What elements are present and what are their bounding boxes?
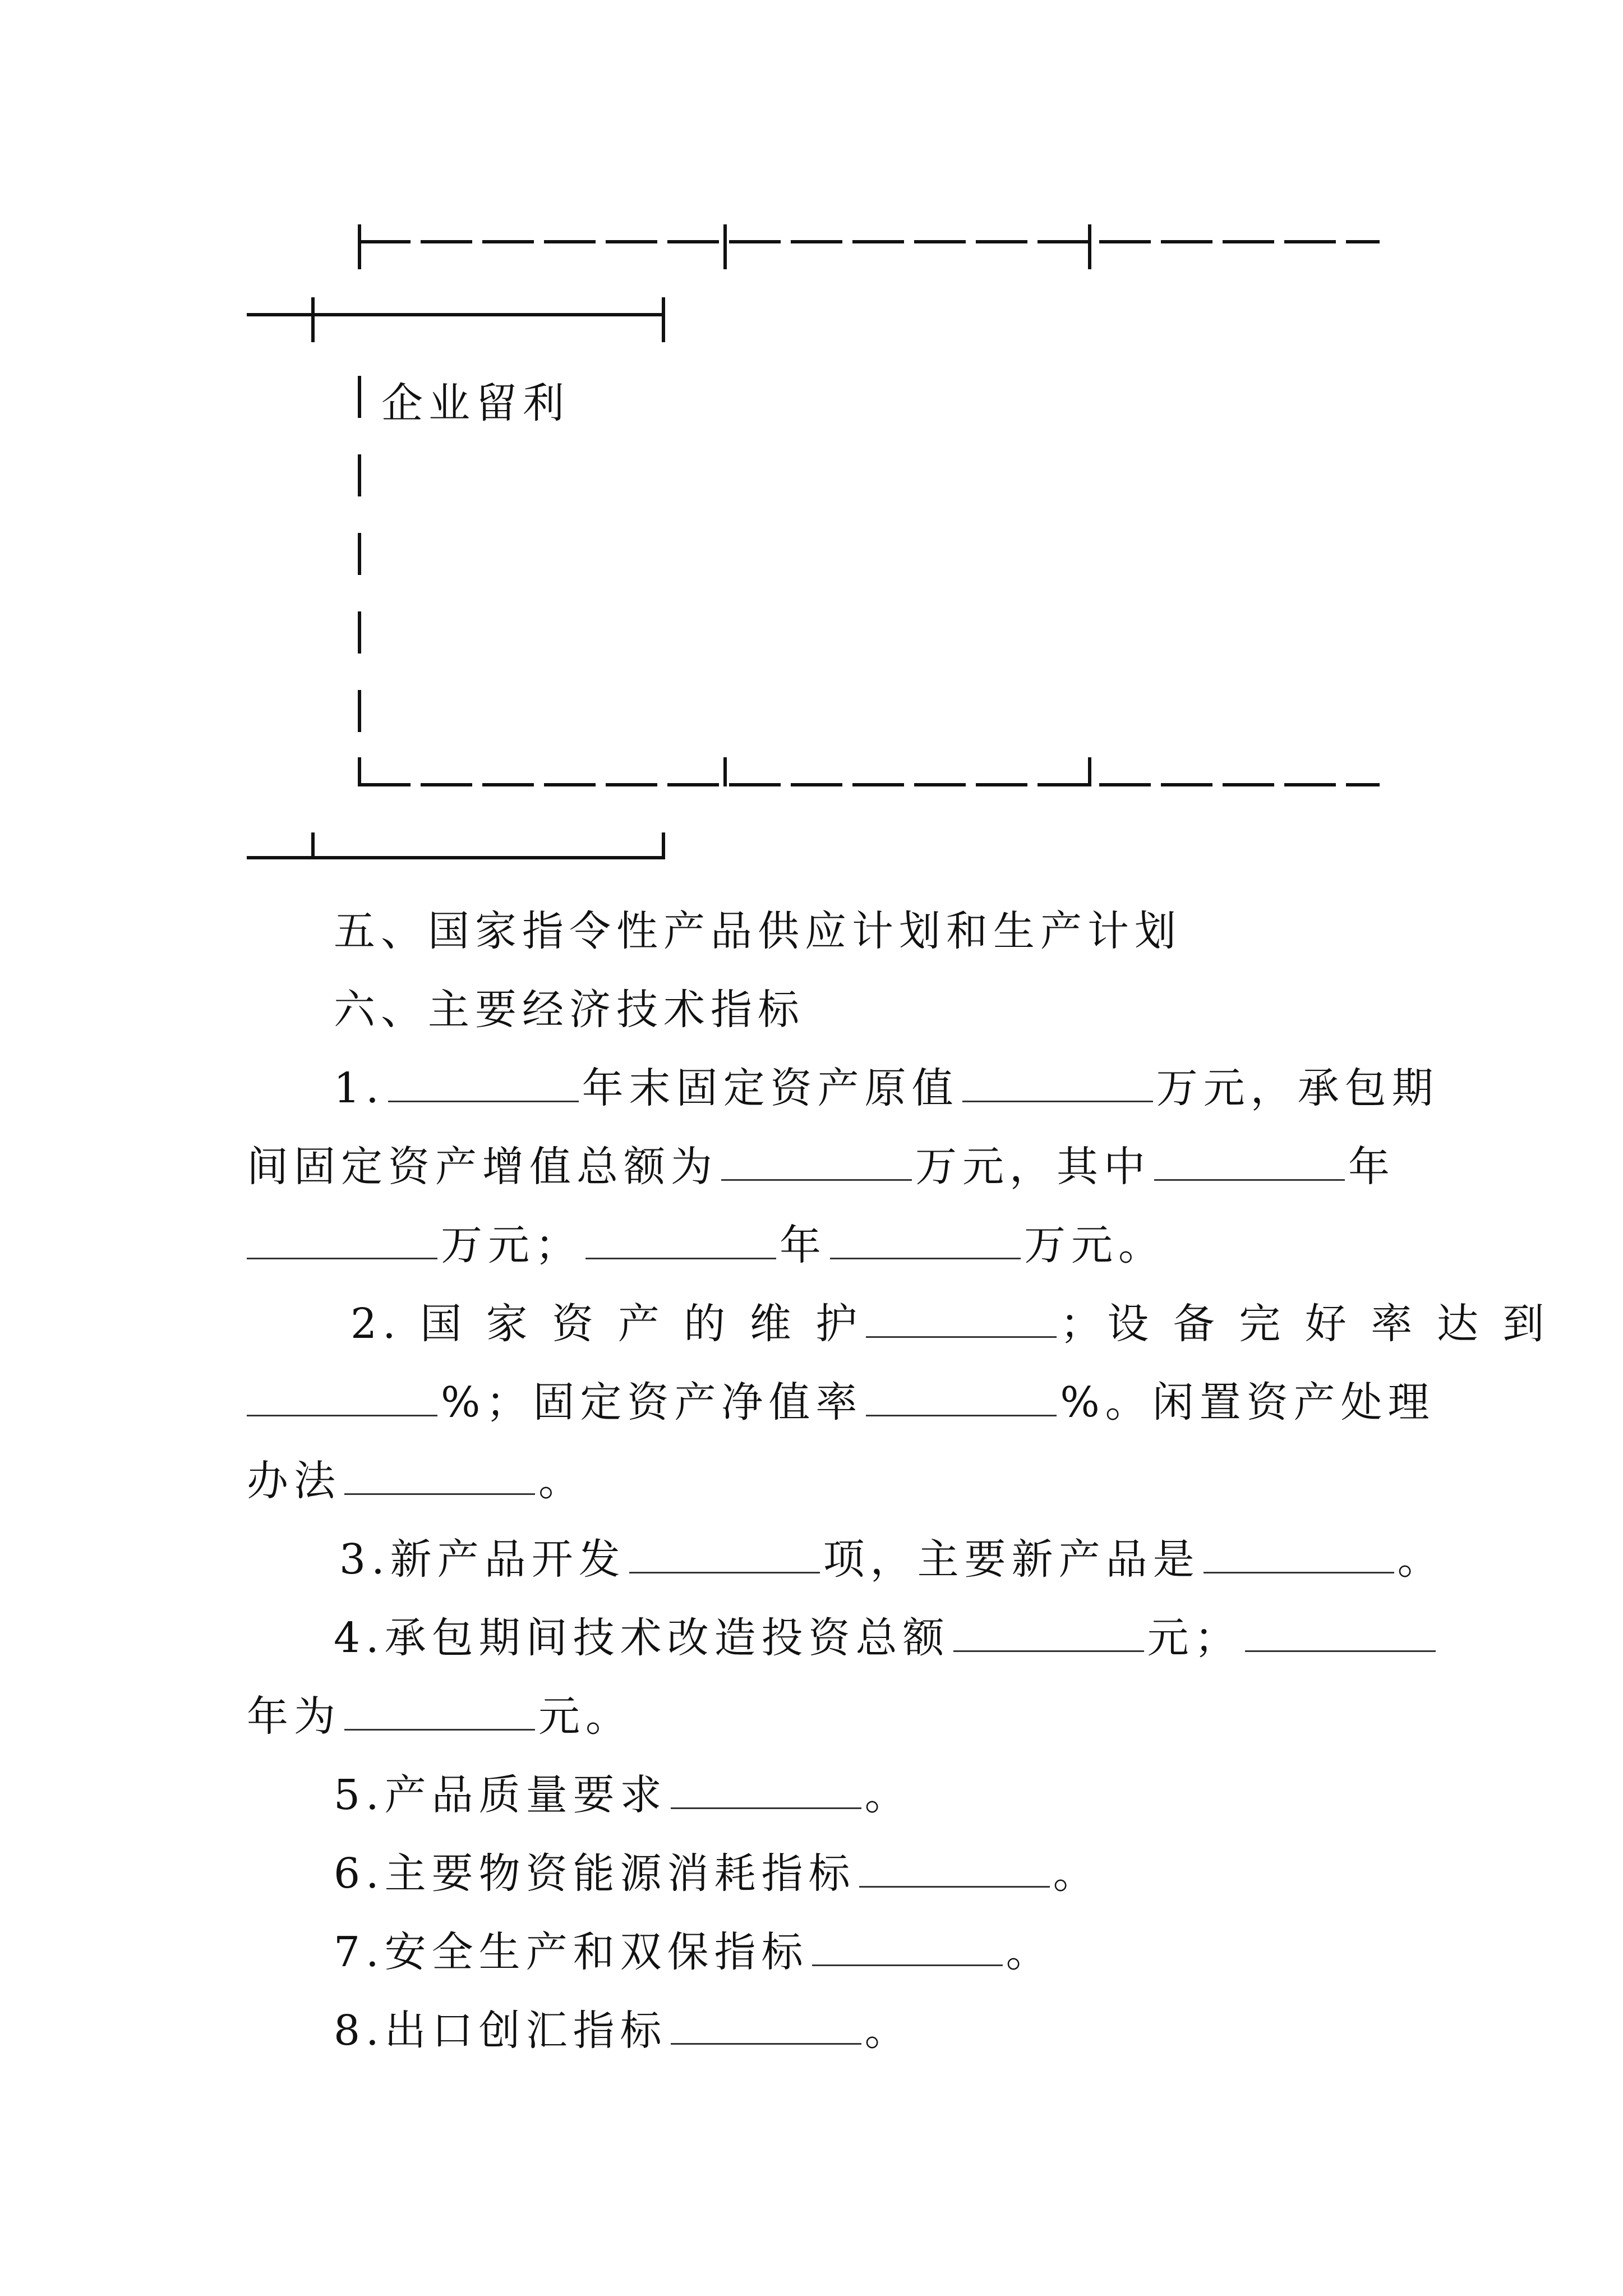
fill-blank[interactable] (866, 1375, 1057, 1416)
item-4-line-1: 4.承包期间技术改造投资总额 元； (334, 1610, 1390, 1666)
fill-blank[interactable] (721, 1140, 912, 1181)
item-1-line-2: 间固定资产增值总额为 万元，其中 年 (247, 1139, 1390, 1195)
fill-blank[interactable] (1154, 1140, 1345, 1181)
fill-blank[interactable] (585, 1218, 776, 1259)
item-1-line-1: 1. 年末固定资产原值 万元，承包期 (334, 1060, 1390, 1116)
fill-blank[interactable] (953, 1611, 1144, 1652)
item-5: 5.产品质量要求 。 (334, 1767, 1390, 1823)
fill-blank[interactable] (344, 1454, 535, 1495)
table-cell-retained-profit: 企业留利 (381, 379, 570, 427)
item-2-line-3: 办法 。 (247, 1453, 1390, 1509)
fill-blank[interactable] (671, 2004, 861, 2045)
fill-blank[interactable] (388, 1061, 579, 1102)
fill-blank[interactable] (859, 1847, 1050, 1888)
fill-blank[interactable] (247, 1375, 437, 1416)
item-2-line-1: 2. 国 家 资 产 的 维 护 ；设 备 完 好 率 达 到 (351, 1296, 1390, 1352)
item-7: 7.安全生产和双保指标 。 (334, 1924, 1390, 1980)
fill-blank[interactable] (830, 1218, 1021, 1259)
fill-blank[interactable] (247, 1218, 437, 1259)
section-6-title: 六、主要经济技术指标 (334, 986, 805, 1034)
fill-blank[interactable] (671, 1768, 861, 1809)
fill-blank[interactable] (629, 1533, 820, 1573)
fill-blank[interactable] (866, 1297, 1057, 1338)
item-2-line-2: %；固定资产净值率 %。闲置资产处理 (247, 1374, 1390, 1430)
fill-blank[interactable] (344, 1690, 535, 1731)
item-8: 8.出口创汇指标 。 (334, 2003, 1390, 2059)
fill-blank[interactable] (1204, 1533, 1394, 1573)
section-5-title: 五、国家指令性产品供应计划和生产计划 (334, 907, 1182, 955)
item-6: 6.主要物资能源消耗指标 。 (334, 1846, 1390, 1902)
item-1-line-3: 万元； 年 万元。 (247, 1217, 1390, 1273)
fill-blank[interactable] (1245, 1611, 1436, 1652)
fill-blank[interactable] (812, 1925, 1003, 1966)
item-3: 3.新产品开发 项，主要新产品是 。 (339, 1531, 1410, 1588)
fill-blank[interactable] (962, 1061, 1153, 1102)
item-4-line-2: 年为 元。 (247, 1688, 1390, 1745)
